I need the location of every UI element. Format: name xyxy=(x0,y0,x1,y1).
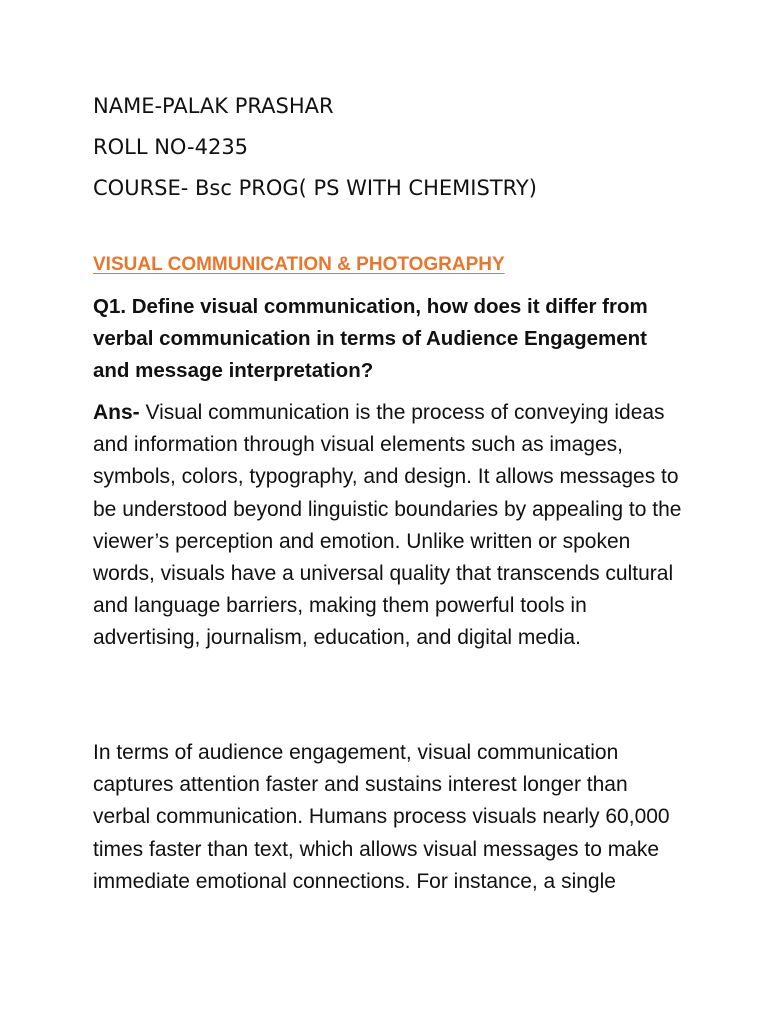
answer-label: Ans- xyxy=(93,401,140,424)
student-name: NAME-PALAK PRASHAR xyxy=(93,94,334,118)
body-paragraph: In terms of audience engagement, visual communication captures attention faster and sustains interest longer than verbal communication. Humans process visuals nearly 60,000 times faster than text, which allows visual messages to make immediate emotional connections. For instance, a single xyxy=(93,741,670,893)
section-title: VISUAL COMMUNICATION & PHOTOGRAPHY xyxy=(93,254,505,275)
roll-number: ROLL NO-4235 xyxy=(93,135,249,159)
student-details xyxy=(93,86,733,209)
question-text: Q1. Define visual communication, how does it differ from verbal communication in terms of Audience Engagement and message interpretation? xyxy=(93,295,648,382)
answer-paragraph xyxy=(93,397,683,655)
answer-text: Visual communication is the process of conveying ideas and information through visual elements such as images, symbols, colors, typography, and design. It allows messages to be understood beyond linguistic boundaries by appealing to the viewer’s perception and emotion. Unlike written or spoken words, visuals have a universal quality that transcends cultural and language barriers, making them powerful tools in advertising, journalism, education, and digital media. xyxy=(93,401,682,650)
course-name: COURSE- Bsc PROG( PS WITH CHEMISTRY) xyxy=(93,176,537,200)
